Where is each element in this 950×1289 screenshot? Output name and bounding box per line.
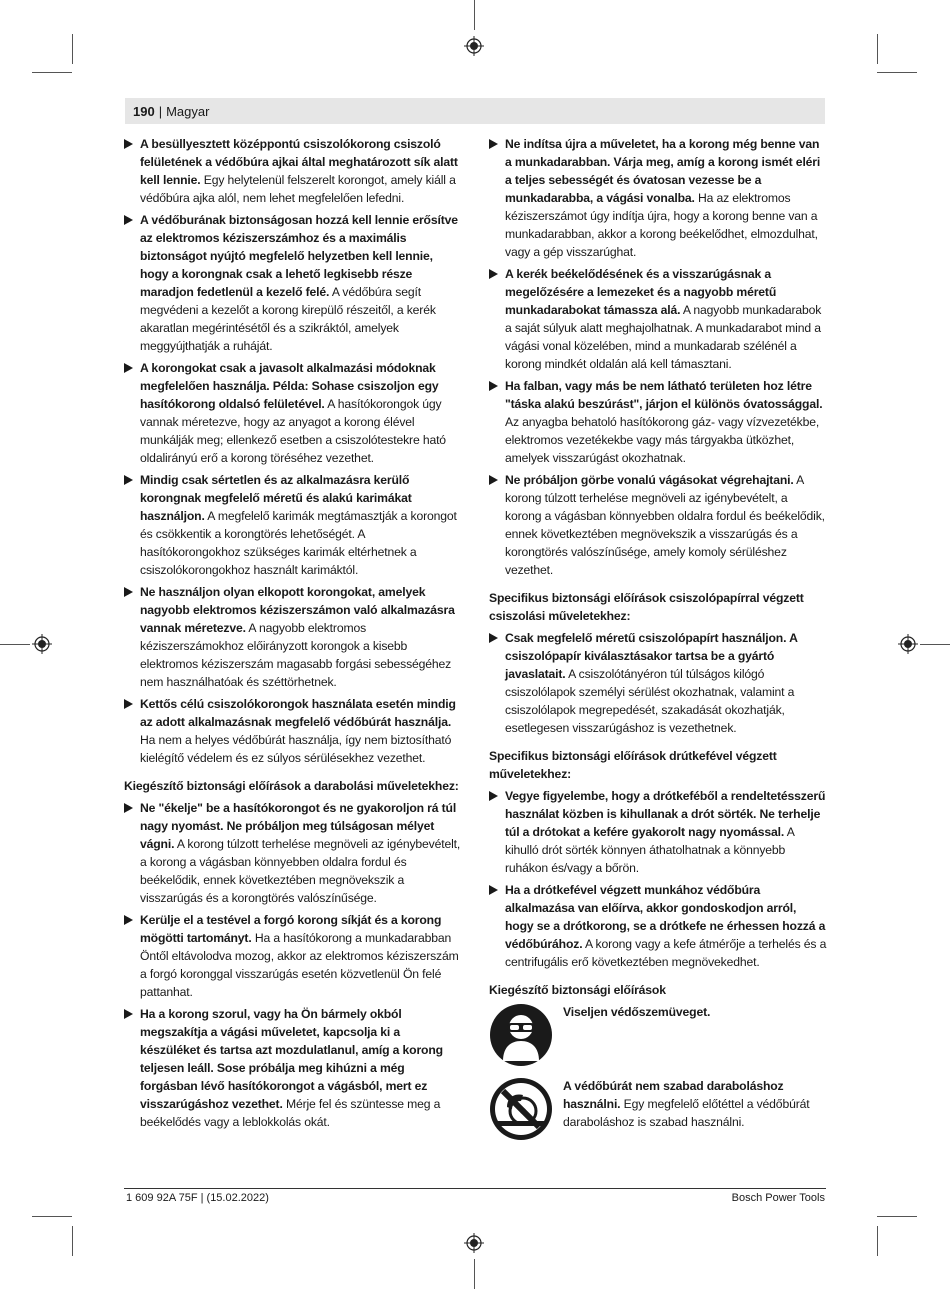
item-bold-text: Kerülje el a testével a forgó korong síkját és a korong mögötti tartományt. (140, 913, 442, 945)
no-cutting-guard-icon (489, 1077, 553, 1141)
item-text: A nagyobb munkadarabok a saját súlyuk alatt meghajolhatnak. A munkadarabot mind a vágási vonal közelében, mind a munkadarab szélénél a korong mindkét oldalán alá kell támasztani. (505, 303, 822, 371)
item-text: Ha az elektromos kéziszerszámot úgy indítja újra, hogy a korong benne van a munkadarabban, akkor a korong beékelődhet, elmozdulhat, vagy a gép visszarúghat. (505, 191, 818, 259)
list-item (489, 471, 827, 579)
item-text: Ha a hasítókorong a munkadarabban Öntől eltávolodva mozog, akkor az elektromos kéziszerszám a forgó koronggal visszarúgás esetén közvetlenül Ön felé pattanhat. (140, 931, 459, 999)
list-item (124, 471, 462, 579)
bullet-triangle-icon (124, 803, 133, 813)
list-item (124, 799, 462, 907)
bullet-triangle-icon (489, 269, 498, 279)
sign-bold-text: A védőbúrát nem szabad daraboláshoz használni. (563, 1079, 784, 1111)
bullet-triangle-icon (124, 363, 133, 373)
list-item (489, 265, 827, 373)
crop-mark (0, 644, 30, 645)
sign-bold-text: Viseljen védőszemüveget. (563, 1005, 711, 1019)
item-bold-text: Vegye figyelembe, hogy a drótkeféből a rendeltetésszerű használat közben is kihullanak a drót sörték. Ne terhelje túl a drótokat a kefére gyakorolt nagy nyomással. (505, 789, 826, 839)
crop-mark (877, 1226, 878, 1256)
right-column (489, 135, 827, 1151)
list-item (489, 135, 827, 261)
list-item (489, 377, 827, 467)
crop-mark (474, 1259, 475, 1289)
list-item (124, 583, 462, 691)
section-heading: Specifikus biztonsági előírások csiszolópapírral végzett csiszolási műveletekhez: (489, 591, 804, 623)
crop-mark (72, 34, 73, 64)
item-bold-text: Mindig csak sértetlen és az alkalmazásra kerülő korongnak megfelelő méretű és alakú karimákat használjon. (140, 473, 412, 523)
item-bold-text: Csak megfelelő méretű csiszolópapírt használjon. A csiszolópapír kiválasztásakor tartsa be a gyártó javaslatait. (505, 631, 798, 681)
list-item (124, 911, 462, 1001)
registration-mark-icon (898, 634, 918, 654)
crop-mark (877, 1216, 917, 1217)
item-text: Az anyagba behatoló hasítókorong gáz- vagy vízvezetékbe, elektromos vezetékekbe vagy más tárgyakba ütközhet, amelyek visszarúgást okozhatnak. (505, 415, 820, 465)
bullet-triangle-icon (124, 1009, 133, 1019)
item-text: A védőbúra segít megvédeni a kezelőt a korong kirepülő részeitől, a kerék akaratlan megérintésétől és a szikráktól, amelyek meggyújthatják a ruháját. (140, 285, 436, 353)
crop-mark (32, 72, 72, 73)
safety-sign-row (489, 1003, 827, 1067)
footer-brand: Bosch Power Tools (731, 1192, 825, 1204)
page-number: 190 (133, 103, 155, 119)
bullet-triangle-icon (124, 475, 133, 485)
item-bold-text: A besüllyesztett középpontú csiszolókorong csiszoló felületének a védőbúra ajkai által meghatározott sík alatt kell lennie. (140, 137, 458, 187)
bullet-triangle-icon (124, 139, 133, 149)
item-text: Ha nem a helyes védőbúrát használja, így nem biztosítható kielégítő védelem és ez súlyos sérülésekhez vezethet. (140, 733, 452, 765)
sign-text (563, 1077, 827, 1141)
item-bold-text: Ne használjon olyan elkopott korongokat, amelyek nagyobb elektromos kéziszerszámon való alkalmazásra vannak méretezve. (140, 585, 455, 635)
safety-sign-row (489, 1077, 827, 1141)
section-heading: Kiegészítő biztonsági előírások a darabolási műveletekhez: (124, 779, 459, 793)
list-item (489, 787, 827, 877)
item-bold-text: Ne próbáljon görbe vonalú vágásokat végrehajtani. (505, 473, 794, 487)
item-bold-text: Ha falban, vagy más be nem látható területen hoz létre "táska alakú beszúrást", járjon el különös óvatossággal. (505, 379, 823, 411)
item-bold-text: A korongokat csak a javasolt alkalmazási módoknak megfelelően használja. Példa: Sohase csiszoljon egy hasítókorong oldalsó felületével. (140, 361, 439, 411)
bullet-triangle-icon (489, 633, 498, 643)
footer-document-id: 1 609 92A 75F | (15.02.2022) (126, 1192, 269, 1204)
item-text: A csiszolótányéron túl túlságos kilógó csiszolólapok személyi sérülést okozhatnak, valamint a csiszolólapok megrepedését, szakadását okozhatják, esetlegesen visszarúgáshoz is vezethetnek. (505, 667, 795, 735)
crop-mark (32, 1216, 72, 1217)
item-bold-text: Ne "ékelje" be a hasítókorongot és ne gyakoroljon rá túl nagy nyomást. Ne próbáljon meg túlságosan mélyet vágni. (140, 801, 457, 851)
section-heading: Kiegészítő biztonsági előírások (489, 983, 666, 997)
sign-normal-text: Egy megfelelő előtéttel a védőbúrát daraboláshoz is szabad használni. (563, 1097, 810, 1129)
bullet-triangle-icon (124, 215, 133, 225)
bullet-triangle-icon (124, 915, 133, 925)
header-separator: | (158, 103, 163, 119)
list-item (124, 695, 462, 767)
list-item (124, 135, 462, 207)
item-text: Mérje fel és szüntesse meg a beékelődés vagy a leblokkolás okát. (140, 1097, 441, 1129)
item-text: A korong túlzott terhelése megnöveli az igénybevételt, a korong a vágásban könnyebben oldalra fordul és beékelődik, ennek következtében megnövekszik a visszarúgás és a korongtörés valószínűsége. (140, 837, 461, 905)
item-bold-text: Ha a drótkefével végzett munkához védőbúra alkalmazása van előírva, akkor gondoskodjon arról, hogy se a drótkorong, se a drótkefe ne érhessen hozzá a védőbúrához. (505, 883, 826, 951)
bullet-triangle-icon (489, 139, 498, 149)
footer-rule (124, 1188, 826, 1189)
crop-mark (877, 34, 878, 64)
registration-mark-icon (464, 36, 484, 56)
section-heading: Specifikus biztonsági előírások drútkefével végzett műveletekhez: (489, 749, 777, 781)
crop-mark (72, 1226, 73, 1256)
registration-mark-icon (32, 634, 52, 654)
bullet-triangle-icon (124, 587, 133, 597)
bullet-triangle-icon (489, 791, 498, 801)
item-text: A nagyobb elektromos kéziszerszámokhoz előirányzott korongok a kisebb elektromos kéziszerszám magasabb forgási sebességéhez nem használhatóak és széttörhetnek. (140, 621, 452, 689)
bullet-triangle-icon (124, 699, 133, 709)
item-text: Egy helytelenül felszerelt korongot, amely kiáll a védőbúra ajka alól, nem lehet megfelelően lefedni. (140, 173, 456, 205)
list-item (489, 629, 827, 737)
item-bold-text: Kettős célú csiszolókorongok használata esetén mindig az adott alkalmazásnak megfelelő védőbúrát használja. (140, 697, 456, 729)
item-text: A korong vagy a kefe átmérője a terhelés és a centrifugális erő következtében megnövekedhet. (505, 937, 827, 969)
bullet-triangle-icon (489, 381, 498, 391)
header-language: Magyar (166, 103, 210, 119)
item-bold-text: Ne indítsa újra a műveletet, ha a korong még benne van a munkadarabban. Várja meg, amíg a korong ismét eléri a teljes sebességét és óvatosan vezesse be a munkadarabba, a vágási vonalba. (505, 137, 821, 205)
list-item (124, 359, 462, 467)
item-bold-text: Ha a korong szorul, vagy ha Ön bármely okból megszakítja a vágási műveletet, kapcsolja ki a készüléket és tartsa azt mozdulatlanul, amíg a korong teljesen leáll. Sose próbálja meg kihúzni a még forgásban lévő hasítókorongot a vágásból, mert ez visszarúgáshoz vezethet. (140, 1007, 443, 1111)
item-text: A megfelelő karimák megtámasztják a korongot és csökkentik a korongtörés lehetőségét. A hasítókorongokhoz szükséges karimák eltérhetnek a csiszolókorongokhoz használt karimáktól. (140, 509, 457, 577)
item-text: A hasítókorongok úgy vannak méretezve, hogy az anyagot a korong élével munkálják meg; ellenkező esetben a csiszolótestekre ható oldalirányú erő a korong töréséhez vezethet. (140, 397, 446, 465)
item-text: A korong túlzott terhelése megnöveli az igénybevételt, a korong a vágásban könnyebben oldalra fordul és beékelődik, ennek következtében megnövekszik a visszarúgás és a korongtörés valószínűsége, amely komoly sérüléshez vezethet. (505, 473, 825, 577)
list-item (489, 881, 827, 971)
bullet-triangle-icon (489, 885, 498, 895)
item-text: A kihulló drót sörték könnyen áthatolhatnak a könnyebb ruhákon és/vagy a bőrön. (505, 825, 795, 875)
sign-text (563, 1003, 710, 1067)
crop-mark (920, 644, 950, 645)
crop-mark (877, 72, 917, 73)
list-item (124, 1005, 462, 1131)
page-header (125, 98, 825, 124)
crop-mark (474, 0, 475, 30)
item-bold-text: A kerék beékelődésének és a visszarúgásnak a megelőzésére a lemezeket és a nagyobb méretű munkadarabokat támassza alá. (505, 267, 777, 317)
bullet-triangle-icon (489, 475, 498, 485)
left-column (124, 135, 462, 1135)
goggles-icon (489, 1003, 553, 1067)
registration-mark-icon (464, 1233, 484, 1253)
list-item (124, 211, 462, 355)
item-bold-text: A védőburának biztonságosan hozzá kell lennie erősítve az elektromos kéziszerszámhoz és a maximális biztonságot nyújtó megfelelő helyzetben kell lennie, hogy a korongnak csak a lehető legkisebb része maradjon fedetlenül a kezelő felé. (140, 213, 458, 299)
